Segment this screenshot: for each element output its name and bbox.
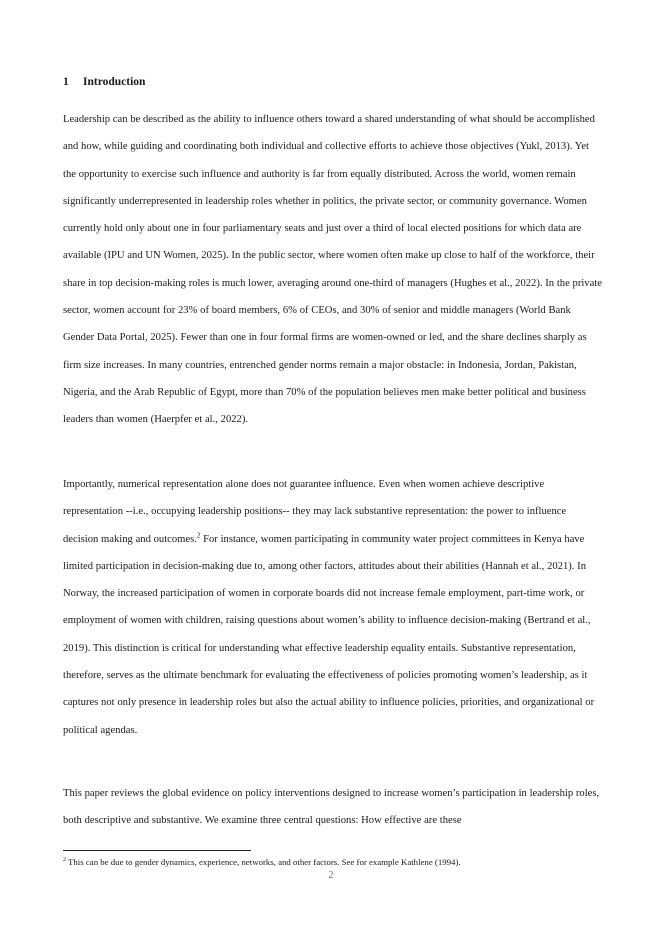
footnote-text: This can be due to gender dynamics, experience, networks, and other factors. See for example Kathlene (1994). (66, 857, 461, 867)
footnote-reference[interactable]: 2 (196, 531, 201, 540)
footnote (63, 857, 461, 867)
paragraph-1: Leadership can be described as the ability to influence others toward a shared understanding of what should be accomplished and how, while guiding and coordinating both individual and collective efforts to achieve those objectives (Yukl, 2013). Yet the opportunity to exercise such influence and authority is far from equally distributed. Across the world, women remain significantly underrepresented in leadership roles whether in politics, the private sector, or community governance. Women currently hold only about one in four parliamentary seats and just over a third of local elected positions for which data are available (IPU and UN Women, 2025). In the public sector, where women often make up close to half of the workforce, their share in top decision-making roles is much lower, averaging around one-third of managers (Hughes et al., 2022). In the private sector, women account for 23% of board members, 6% of CEOs, and 30% of senior and middle managers (World Bank Gender Data Portal, 2025). Fewer than one in four formal firms are women-owned or led, and the share declines sharply as firm size increases. In many countries, entrenched gender norms remain a major obstacle: in Indonesia, Jordan, Pakistan, Nigeria, and the Arab Republic of Egypt, more than 70% of the population believes men make better political and business leaders than women (Haerpfer et al., 2022). (63, 114, 602, 426)
section-title: Introduction (83, 76, 146, 88)
paragraph-2 (63, 471, 603, 744)
page-number: 2 (328, 870, 334, 881)
section-heading (63, 76, 145, 88)
footnote-separator (63, 850, 251, 851)
paragraph-2-text-before: Importantly, numerical representation alone does not guarantee influence. Even when women achieve descriptive representation --i.e., occupying leadership positions-- they may lack substantive representation: the power to influence decision making and outcomes. (63, 479, 567, 545)
paragraph-3: This paper reviews the global evidence on policy interventions designed to increase women’s participation in leadership roles, both descriptive and substantive. We examine three central questions: How effective are these (63, 788, 600, 827)
paragraph-2-text-after: For instance, women participating in community water project committees in Kenya have limited participation in decision-making due to, among other factors, attitudes about their abilities (Hannah et al., 2021). In Norway, the increased participation of women in corporate boards did not increase female employment, part-time work, or employment of women with children, raising questions about women’s ability to influence decision-making (Bertrand et al., 2019). This distinction is critical for understanding what effective leadership equality entails. Substantive representation, therefore, serves as the ultimate benchmark for evaluating the effectiveness of policies promoting women’s leadership, as it captures not only presence in leadership roles but also the actual ability to influence policies, priorities, and organizational or political agendas. (63, 533, 595, 736)
footnote-number: 2 (63, 857, 66, 864)
section-number: 1 (63, 76, 69, 88)
